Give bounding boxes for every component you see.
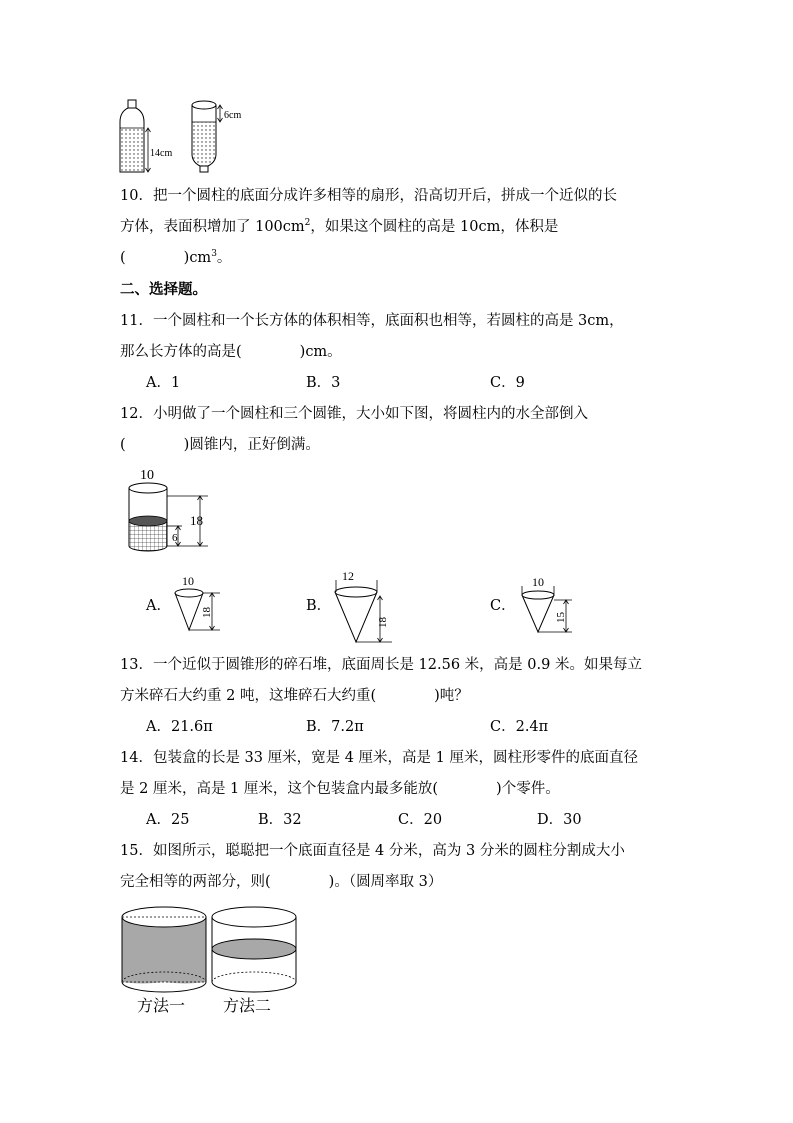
q13-option-a: A．21.6π — [146, 719, 213, 735]
svg-text:18: 18 — [201, 607, 213, 618]
q10-line2: 方体，表面积增加了 $100cm^2$，如果这个圆柱的高是 10cm，体积是 — [120, 218, 559, 235]
svg-text:10: 10 — [182, 574, 194, 588]
inverted-bottle — [192, 101, 216, 172]
svg-text:10: 10 — [532, 575, 544, 589]
section-title: 二、选择题。 — [120, 281, 207, 298]
q14-option-c: C．20 — [398, 812, 443, 828]
water-height-label: 6 — [172, 532, 178, 544]
q14-option-b: B．32 — [258, 812, 302, 828]
q15-method2-cylinder — [206, 902, 302, 994]
svg-text:12: 12 — [342, 569, 354, 583]
q15-line1: 15．如图所示，聪聪把一个底面直径是 4 分米，高为 3 分米的圆柱分割成大小 — [120, 843, 625, 859]
q13-line2: 方米碎石大约重 2 吨，这堆碎石大约重( )吨？ — [120, 688, 469, 704]
cylinder-diameter-label: 10 — [140, 468, 154, 483]
q15-method1-cylinder — [118, 902, 210, 994]
q12-cone-a — [170, 574, 230, 636]
q11-option-c: C．9 — [490, 375, 525, 391]
q12-option-a: A． — [146, 598, 171, 614]
q13-option-c: C．2.4π — [490, 719, 549, 735]
q11-option-a: A．1 — [146, 375, 181, 391]
q15-method1-label: 方法一 — [137, 996, 186, 1015]
q14-option-d: D．30 — [537, 812, 582, 828]
q12-option-c: C． — [490, 598, 516, 614]
q14-option-a: A．25 — [146, 812, 190, 828]
svg-text:15: 15 — [555, 612, 567, 623]
cylinder-height-label: 18 — [190, 513, 203, 528]
q12-cone-b — [328, 566, 400, 646]
svg-text:18: 18 — [377, 617, 389, 628]
q15-line2: 完全相等的两部分，则( )。（圆周率取 3） — [120, 874, 443, 890]
q14-line2: 是 2 厘米，高是 1 厘米，这个包装盒内最多能放( )个零件。 — [120, 781, 560, 797]
q13-line1: 13．一个近似于圆锥形的碎石堆，底面周长是 12.56 米，高是 0.9 米。如果每立 — [120, 657, 642, 673]
q11-line1: 11．一个圆柱和一个长方体的体积相等，底面积也相等，若圆柱的高是 3cm， — [120, 313, 624, 329]
height-label-6cm: 6cm — [224, 110, 242, 121]
q11-option-b: B．3 — [306, 375, 341, 391]
bottles-figure — [112, 96, 262, 176]
q13-option-b: B．7.2π — [306, 719, 364, 735]
q12-line2: ( )圆锥内，正好倒满。 — [120, 437, 320, 453]
q12-option-b: B． — [306, 598, 332, 614]
q12-cone-c — [514, 572, 578, 642]
upright-bottle — [120, 100, 144, 172]
q15-method2-label: 方法二 — [223, 996, 272, 1015]
q11-line2: 那么长方体的高是( )cm。 — [120, 344, 342, 360]
q12-cylinder-figure — [122, 466, 222, 558]
q10-line3: ( )$cm^3$。 — [120, 249, 232, 266]
height-label-14cm: 14cm — [150, 148, 173, 159]
q14-line1: 14．包装盒的长是 33 厘米，宽是 4 厘米，高是 1 厘米，圆柱形零件的底面直径 — [120, 750, 639, 766]
q10-line1: 10．把一个圆柱的底面分成许多相等的扇形，沿高切开后，拼成一个近似的长 — [120, 188, 617, 204]
q12-line1: 12．小明做了一个圆柱和三个圆锥，大小如下图，将圆柱内的水全部倒入 — [120, 406, 588, 422]
